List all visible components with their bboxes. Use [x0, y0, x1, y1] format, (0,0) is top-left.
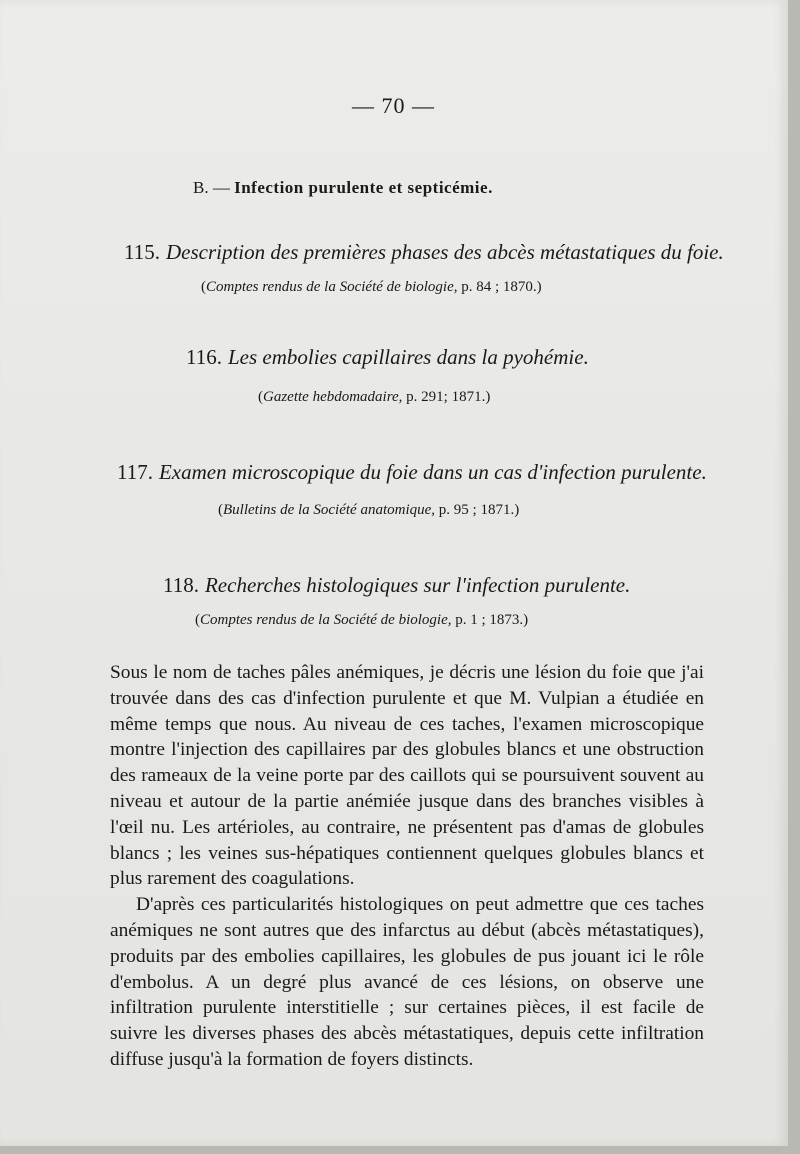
entry-116-reference: (Gazette hebdomadaire, p. 291; 1871.) [258, 389, 491, 405]
entry-117-title [117, 460, 707, 485]
entry-118-reference: (Comptes rendus de la Société de biologie, p. 1 ; 1873.) [195, 612, 529, 628]
section-title: Infection purulente et septicémie. [234, 178, 493, 197]
entry-number: 118. [163, 573, 199, 597]
reference-source: Comptes rendus de la Société de biologie, [206, 279, 458, 295]
body-text [110, 660, 704, 1073]
entry-title-text: Description des premières phases des abcès métastatiques du foie. [165, 240, 724, 264]
entry-number: 116. [186, 345, 222, 369]
entry-116-title [186, 345, 589, 370]
entry-115-reference: (Comptes rendus de la Société de biologie, p. 84 ; 1870.) [201, 279, 542, 295]
paragraph: Sous le nom de taches pâles anémiques, je décris une lésion du foie que j'ai trouvée dans des cas d'infection purulente et que M. Vulpian a étudiée en même temps que nous. Au niveau de ces taches, l'examen microscopique montre l'injection des capillaires par des globules blancs et une obstruction des rameaux de la veine porte par des caillots qui se poursuivent souvent au niveau et autour de la partie anémiée jusque dans des branches visibles à l'œil nu. Les artérioles, au contraire, ne présentent pas d'amas de globules blancs ; les veines sus-hépatiques contiennent quelques globules blancs et plus rarement des coagulations. [110, 662, 704, 890]
reference-source: Bulletins de la Société anatomique, [223, 502, 436, 518]
entry-title-text: Examen microscopique du foie dans un cas d'infection purulente. [158, 460, 707, 484]
entry-115-title [124, 240, 724, 265]
page-number: — 70 — [352, 93, 435, 118]
reference-details: p. 1 ; 1873. [451, 612, 524, 628]
entry-117-reference: (Bulletins de la Société anatomique, p. 95 ; 1871.) [218, 502, 520, 518]
reference-details: p. 95 ; 1871. [435, 502, 515, 518]
entry-number: 115. [124, 240, 160, 264]
section-heading [193, 178, 493, 198]
reference-details: p. 84 ; 1870. [457, 279, 537, 295]
reference-source: Gazette hebdomadaire, [263, 389, 403, 405]
section-letter: B. — [193, 178, 230, 197]
entry-title-text: Recherches histologiques sur l'infection purulente. [204, 573, 631, 597]
reference-details: p. 291; 1871. [402, 389, 486, 405]
paragraph: D'après ces particularités histologiques on peut admettre que ces taches anémiques ne sont autres que des infarctus au début (abcès métastatiques), produits par des embolies capillaires, les globules de pus jouant ici le rôle d'embolus. A un degré plus avancé de ces lésions, on observe une infiltration purulente interstitielle ; sur certaines pièces, il est facile de suivre les diverses phases des abcès métastatiques, depuis cette infiltration diffuse jusqu'à la formation de foyers distincts. [110, 894, 704, 1070]
reference-source: Comptes rendus de la Société de biologie, [200, 612, 452, 628]
entry-title-text: Les embolies capillaires dans la pyohémie. [227, 345, 589, 369]
entry-118-title [163, 573, 630, 598]
entry-number: 117. [117, 460, 153, 484]
